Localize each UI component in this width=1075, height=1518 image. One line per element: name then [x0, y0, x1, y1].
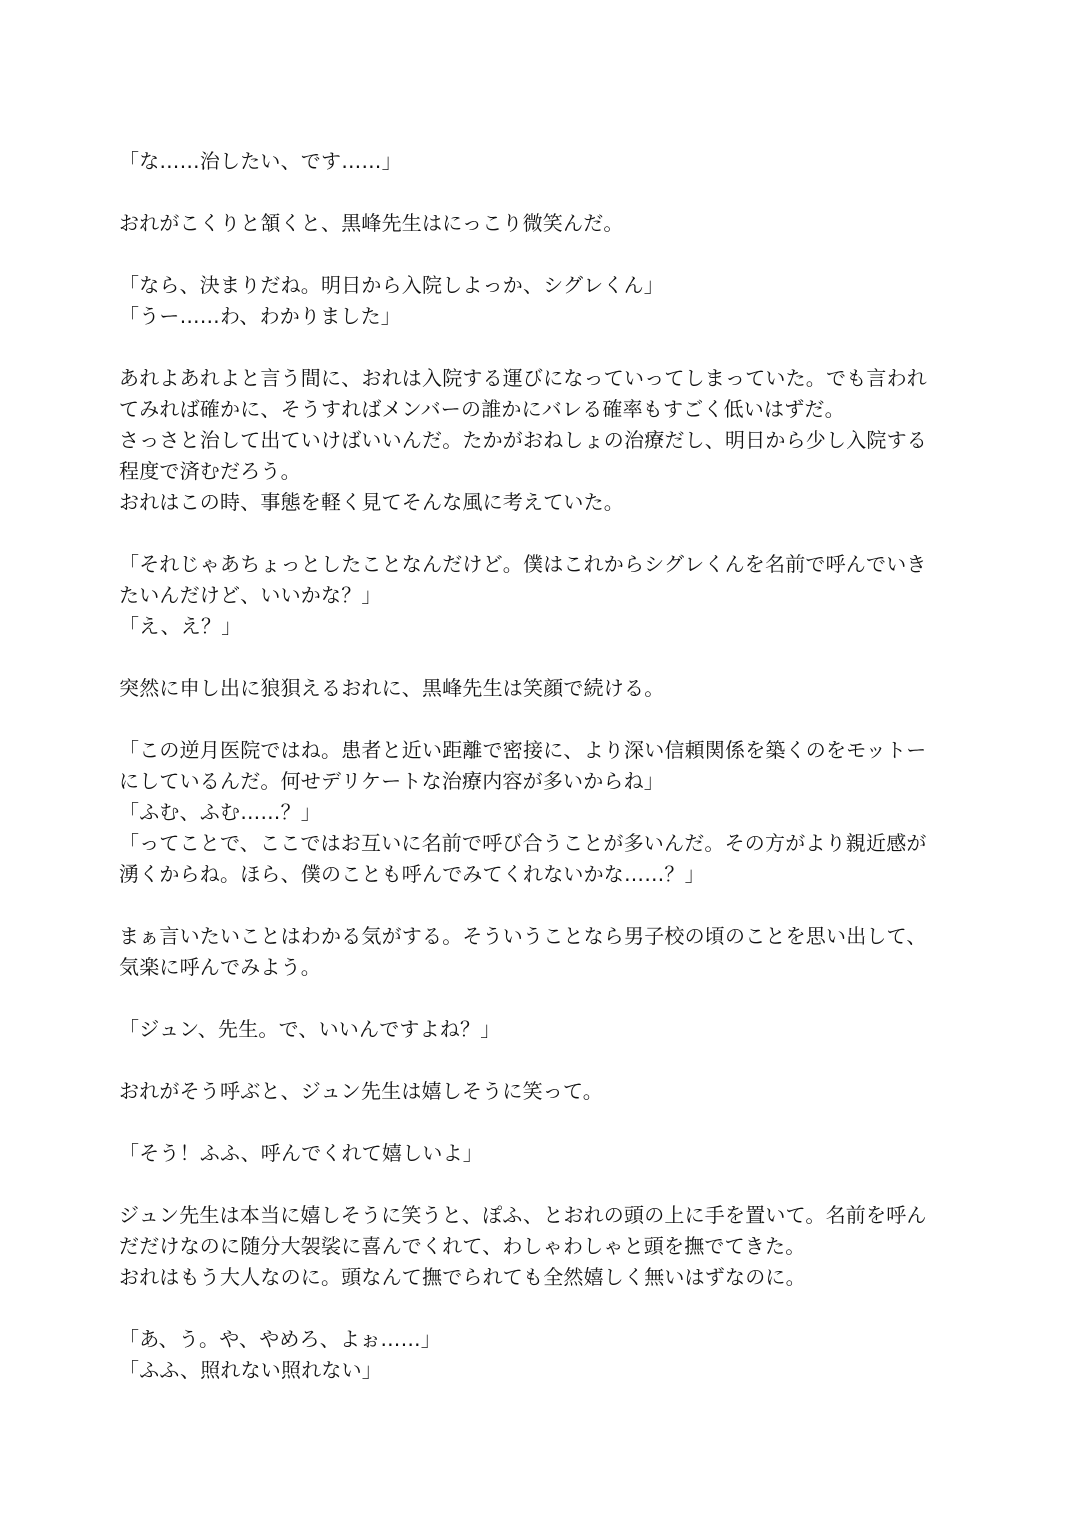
text-line: あれよあれよと言う間に、おれは入院する運びになっていってしまっていた。でも言われ — [119, 366, 927, 390]
text-line: 「なら、決まりだね。明日から入院しよっか、シグレくん」 — [119, 273, 664, 297]
text-line: 程度で済むだろう。 — [119, 459, 301, 483]
document-body — [119, 146, 959, 1417]
text-line: 「ふふ、照れない照れない」 — [119, 1358, 382, 1382]
text-line: 「この逆月医院ではね。患者と近い距離で密接に、より深い信頼関係を築くのをモットー — [119, 738, 927, 762]
paragraph — [119, 921, 959, 983]
paragraph — [119, 1138, 959, 1169]
text-line: 「ジュン、先生。で、いいんですよね？」 — [119, 1017, 501, 1041]
text-line: おれはもう大人なのに。頭なんて撫でられても全然嬉しく無いはずなのに。 — [119, 1265, 806, 1289]
paragraph — [119, 673, 959, 704]
paragraph — [119, 208, 959, 239]
text-line: 「そう！ふふ、呼んでくれて嬉しいよ」 — [119, 1141, 483, 1165]
paragraph — [119, 549, 959, 642]
text-line: 「な……治したい、です……」 — [119, 149, 402, 173]
paragraph — [119, 270, 959, 332]
text-line: たいんだけど、いいかな？」 — [119, 583, 382, 607]
paragraph — [119, 1076, 959, 1107]
paragraph — [119, 1324, 959, 1386]
paragraph — [119, 1014, 959, 1045]
text-line: だだけなのに随分大袈裟に喜んでくれて、わしゃわしゃと頭を撫でてきた。 — [119, 1234, 806, 1258]
text-line: 湧くからね。ほら、僕のことも呼んでみてくれないかな……？」 — [119, 862, 705, 886]
text-line: てみれば確かに、そうすればメンバーの誰かにバレる確率もすごく低いはずだ。 — [119, 397, 845, 421]
text-line: にしているんだ。何せデリケートな治療内容が多いからね」 — [119, 769, 664, 793]
paragraph — [119, 735, 959, 890]
text-line: ジュン先生は本当に嬉しそうに笑うと、ぽふ、とおれの頭の上に手を置いて。名前を呼ん — [119, 1203, 927, 1227]
text-line: 「ふむ、ふむ……？」 — [119, 800, 321, 824]
text-line: 「ってことで、ここではお互いに名前で呼び合うことが多いんだ。その方がより親近感が — [119, 831, 927, 855]
text-line: 「それじゃあちょっとしたことなんだけど。僕はこれからシグレくんを名前で呼んでいき — [119, 552, 927, 576]
text-line: おれはこの時、事態を軽く見てそんな風に考えていた。 — [119, 490, 624, 514]
text-line: 「あ、う。や、やめろ、よぉ……」 — [119, 1327, 441, 1351]
text-line: さっさと治して出ていけばいいんだ。たかがおねしょの治療だし、明日から少し入院する — [119, 428, 927, 452]
paragraph — [119, 146, 959, 177]
text-line: 気楽に呼んでみよう。 — [119, 955, 321, 979]
text-line: まぁ言いたいことはわかる気がする。そういうことなら男子校の頃のことを思い出して、 — [119, 924, 927, 948]
text-line: 「え、え？」 — [119, 614, 242, 638]
paragraph — [119, 1200, 959, 1293]
text-line: 「うー……わ、わかりました」 — [119, 304, 401, 328]
text-line: 突然に申し出に狼狽えるおれに、黒峰先生は笑顔で続ける。 — [119, 676, 665, 700]
paragraph — [119, 363, 959, 518]
text-line: おれがこくりと頷くと、黒峰先生はにっこり微笑んだ。 — [119, 211, 624, 235]
text-line: おれがそう呼ぶと、ジュン先生は嬉しそうに笑って。 — [119, 1079, 603, 1103]
